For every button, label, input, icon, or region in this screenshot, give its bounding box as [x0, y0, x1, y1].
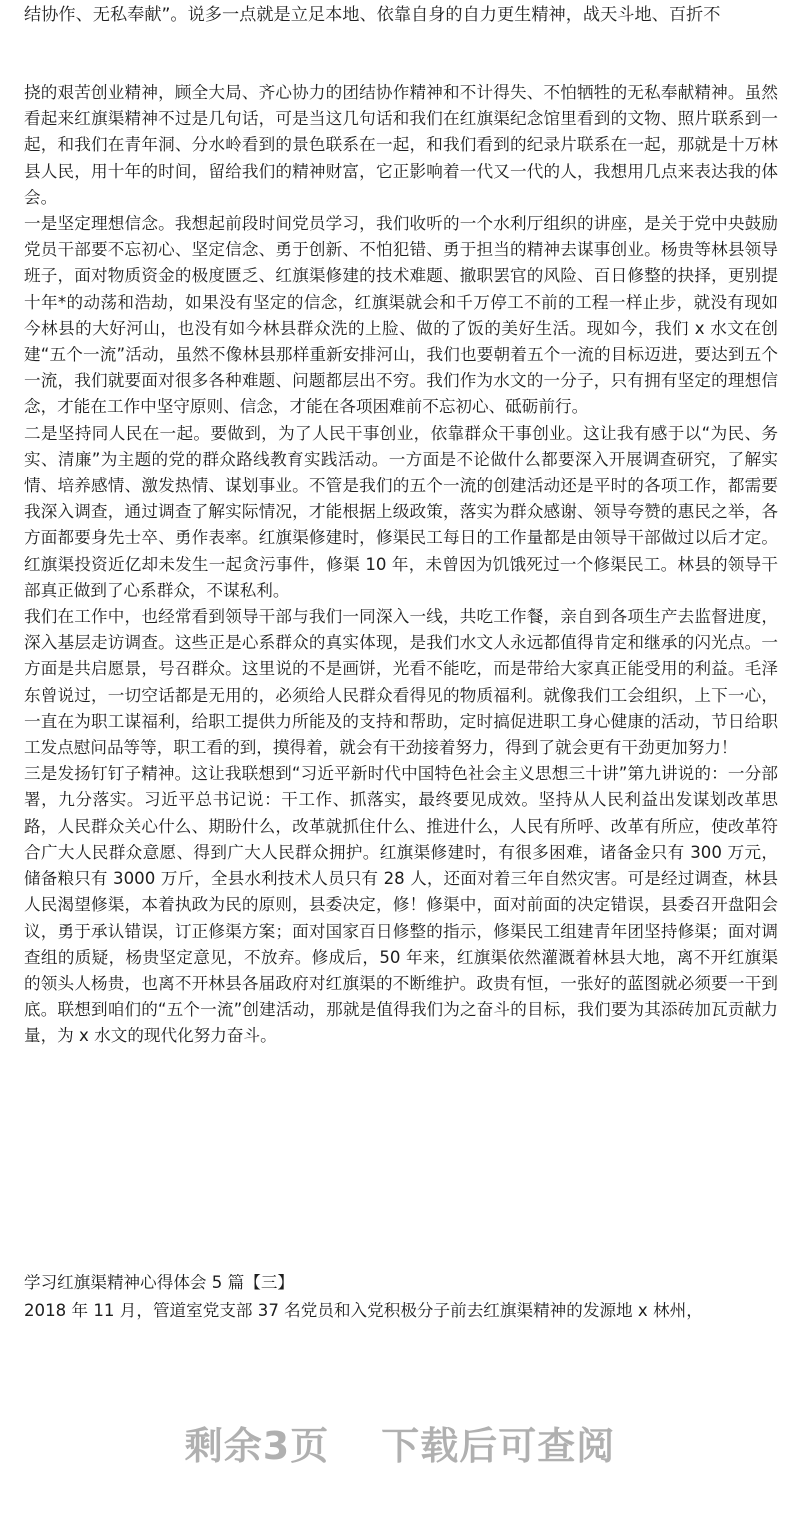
paragraph-point-three: 三是发扬钉钉子精神。这让我联想到“习近平新时代中国特色社会主义思想三十讲”第九讲说的：一分部署，九分落实。习近平总书记说：干工作、抓落实，最终要见成效。坚持从人民利益出发谋划改革思路，人民群众关心什么、期盼什么，改革就抓住什么、推进什么，人民有所呼、改革有所应，使改革符合广大人民群众意愿、得到广大人民群众拥护。红旗渠修建时，有很多困难，诸备金只有 300 万元，储备粮只有 3000 万斤，全县水利技术人员只有 28 人，还面对着三年自然灾害。可是经过调查，林县人民渴望修渠，本着执政为民的原则，县委决定，修！修渠中，面对前面的决定错误，县委召开盘阳会议，勇于承认错误，订正修渠方案；面对国家百日修整的指示，修渠民工组建青年团坚持修渠；面对调查组的质疑，杨贵坚定意见，不放弃。修成后，50 年来，红旗渠依然灌溉着林县大地，离不开红旗渠的领头人杨贵，也离不开林县各届政府对红旗渠的不断维护。政贵有恒，一张好的蓝图就必须要一干到底。联想到咱们的“五个一流”创建活动，那就是值得我们为之奋斗的目标，我们要为其添砖加瓦贡献力量，为 x 水文的现代化努力奋斗。 — [24, 764, 778, 1046]
download-prompt-label: 下载后可查阅 — [381, 1424, 616, 1468]
section-first-line: 2018 年 11 月，管道室党支部 37 名党员和入党积极分子前去红旗渠精神的发源地 x 林州， — [24, 1301, 703, 1320]
body-text — [24, 80, 778, 1050]
section-heading: 学习红旗渠精神心得体会 5 篇【三】 — [24, 1273, 295, 1292]
paragraph-point-two-continued: 我们在工作中，也经常看到领导干部与我们一同深入一线，共吃工作餐，亲自到各项生产去监督进度，深入基层走访调查。这些正是心系群众的真实体现，是我们水文人永远都值得肯定和继承的闪光点。一方面是共启愿景，号召群众。这里说的不是画饼，光看不能吃，而是带给大家真正能受用的利益。毛泽东曾说过，一切空话都是无用的，必须给人民群众看得见的物质福利。就像我们工会组织，上下一心，一直在为职工谋福利，给职工提供力所能及的支持和帮助，定时搞促进职工身心健康的活动，节日给职工发点慰问品等等，职工看的到，摸得着，就会有干劲接着努力，得到了就会更有干劲更加努力！ — [24, 607, 778, 758]
download-banner[interactable] — [0, 1415, 800, 1470]
remaining-pages-label: 剩余3页 — [184, 1424, 330, 1468]
paragraph-point-two: 二是坚持同人民在一起。要做到，为了人民干事创业，依靠群众干事创业。这让我有感于以“为民、务实、清廉”为主题的党的群众路线教育实践活动。一方面是不论做什么都要深入开展调查研究，了解实情、培养感情、激发热情、谋划事业。不管是我们的五个一流的创建活动还是平时的各项工作，都需要我深入调查，通过调查了解实际情况，才能根据上级政策，落实为群众感谢、领导夸赞的惠民之举，各方面都要身先士卒、勇作表率。红旗渠修建时，修渠民工每日的工作量都是由领导干部做过以后才定。红旗渠投资近亿却未发生一起贪污事件，修渠 10 年，未曾因为饥饿死过一个修渠民工。林县的领导干部真正做到了心系群众，不谋私利。 — [24, 423, 778, 600]
paragraph-point-one: 一是坚定理想信念。我想起前段时间党员学习，我们收听的一个水利厅组织的讲座，是关于党中央鼓励党员干部要不忘初心、坚定信念、勇于创新、不怕犯错、勇于担当的精神去谋事创业。杨贵等林县领导班子，面对物质资金的极度匮乏、红旗渠修建的技术难题、撤职罢官的风险、百日修整的抉择，更别提十年*的动荡和浩劫，如果没有坚定的信念，红旗渠就会和千万停工不前的工程一样止步，就没有现如今林县的大好河山，也没有如今林县群众洗的上脸、做的了饭的美好生活。现如今，我们 x 水文在创建“五个一流”活动，虽然不像林县那样重新安排河山，我们也要朝着五个一流的目标迈进，要达到五个一流，我们就要面对很多各种难题、问题都层出不穷。我们作为水文的一分子，只有拥有坚定的理想信念，才能在工作中坚守原则、信念，才能在各项困难前不忘初心、砥砺前行。 — [24, 214, 778, 417]
paragraph-spirit-summary: 挠的艰苦创业精神，顾全大局、齐心协力的团结协作精神和不计得失、不怕牺牲的无私奉献精神。虽然看起来红旗渠精神不过是几句话，可是当这几句话和我们在红旗渠纪念馆里看到的文物、照片联系到一起，和我们在青年洞、分水岭看到的景色联系在一起，和我们看到的纪录片联系在一起，那就是十万林县人民，用十年的时间，留给我们的精神财富，它正影响着一代又一代的人，我想用几点来表达我的体会。 — [24, 83, 778, 207]
continued-text-line: 结协作、无私奉献”。说多一点就是立足本地、依靠自身的自力更生精神，战天斗地、百折不 — [24, 5, 721, 25]
